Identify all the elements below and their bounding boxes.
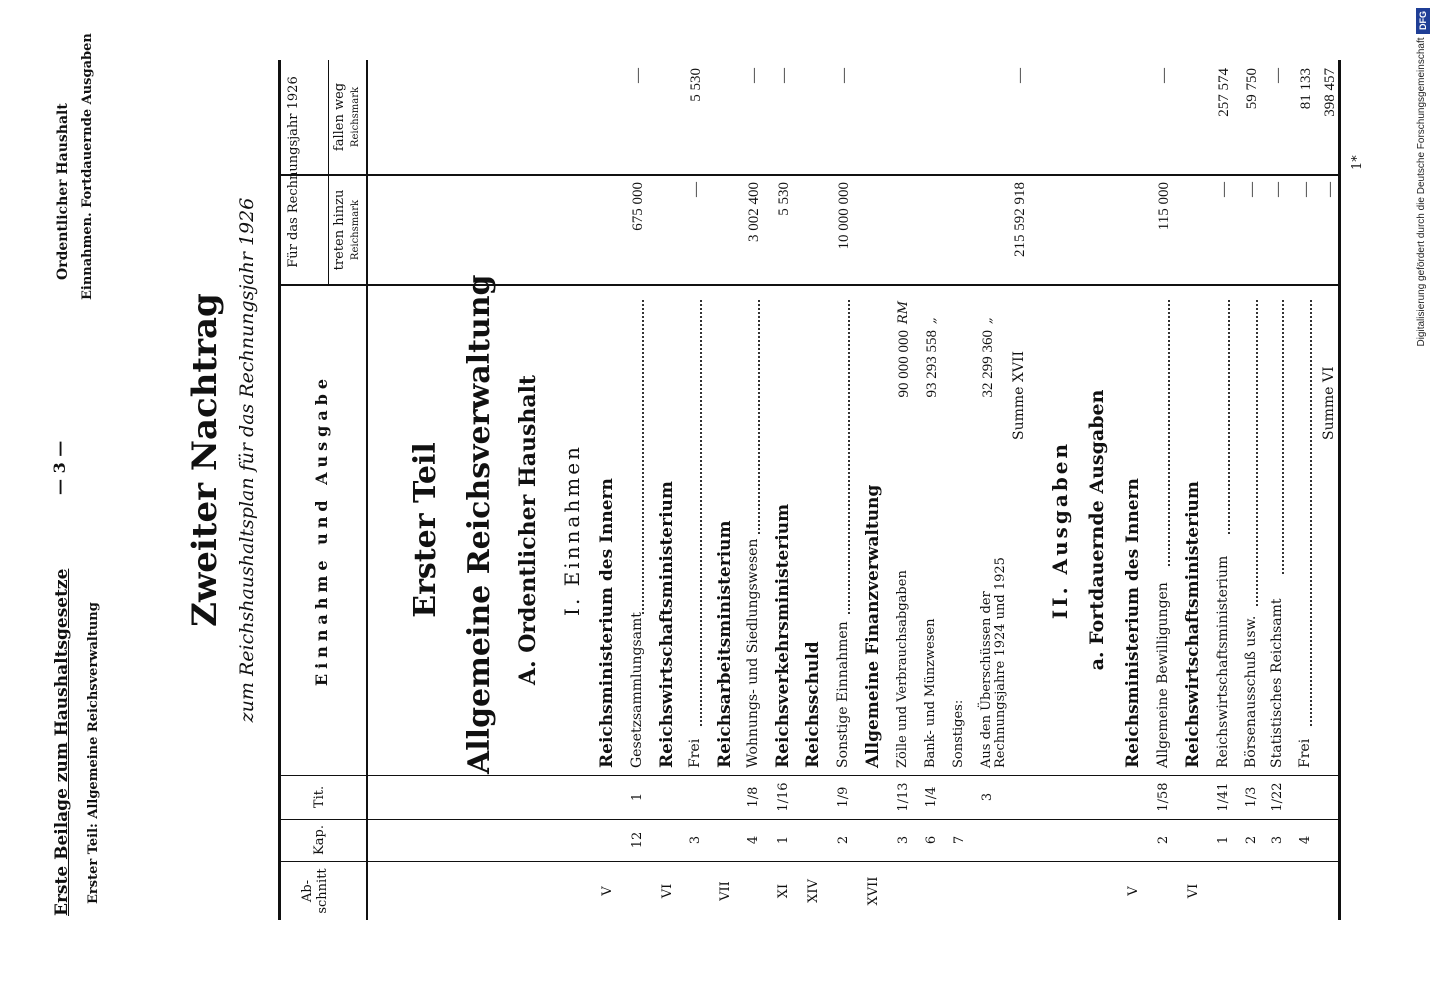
cell-treten-hinzu: — [688, 182, 704, 197]
cell-abschnitt: VII [718, 881, 733, 901]
header-abschnitt: Ab- schnitt [300, 868, 330, 914]
cell-fallen-weg: — [836, 68, 852, 83]
header-treten-hinzu: treten hinzu [332, 189, 347, 271]
cell-amount: 90 000 000 [896, 330, 912, 398]
running-header-left-2: Erster Teil: Allgemeine Reichsverwaltung [86, 602, 101, 904]
cell-fallen-weg: — [630, 68, 646, 83]
cell-tit: 1/9 [836, 786, 851, 808]
cell-treten-hinzu: 215 592 918 [1012, 182, 1028, 257]
page-number: — 3 — [50, 440, 69, 495]
document-title: Zweiter Nachtrag [185, 293, 225, 627]
cell-fallen-weg: 257 574 [1216, 68, 1232, 117]
cell-text: Reichsministerium des Innern [1123, 478, 1143, 768]
col-rule-tit [278, 775, 1340, 776]
cell-tit: 1/4 [924, 786, 939, 808]
cell-abschnitt: XI [776, 883, 791, 899]
footer-mark: 1* [1350, 155, 1365, 170]
cell-kap: 2 [1156, 835, 1171, 845]
cell-fallen-weg: 5 530 [688, 68, 704, 102]
cell-treten-hinzu: 675 000 [630, 182, 646, 231]
cell-abschnitt: VI [1186, 883, 1201, 899]
section-erster-teil: Erster Teil [408, 442, 443, 618]
header-subrule [328, 60, 329, 286]
cell-treten-hinzu: — [1270, 182, 1286, 197]
cell-text: Allgemeine Bewilligungen [1155, 582, 1171, 768]
section-ausgaben: II. Ausgaben [1048, 440, 1072, 620]
cell-tit: 1/41 [1216, 782, 1231, 812]
cell-treten-hinzu: 5 530 [776, 182, 792, 216]
header-einnahme-ausgabe: Einnahme und Ausgabe [312, 373, 331, 687]
cell-text: Reichswirtschaftsministerium [1215, 555, 1231, 768]
cell-text: Frei [1297, 738, 1313, 768]
cell-kap: 3 [1270, 835, 1285, 845]
cell-kap: 7 [952, 835, 967, 845]
section-verwaltung: Allgemeine Reichsverwaltung [462, 274, 497, 774]
cell-text: Frei [687, 738, 703, 768]
cell-text: Allgemeine Finanzverwaltung [863, 484, 883, 768]
table-top-rule [278, 60, 281, 920]
cell-amount: 32 299 360 [980, 330, 996, 398]
cell-treten-hinzu: 3 002 400 [746, 182, 762, 242]
document-subtitle: zum Reichshaushaltsplan für das Rechnungsjahr 1926 [236, 197, 258, 723]
cell-kap: 3 [896, 835, 911, 845]
cell-text: Reichsverkehrsministerium [773, 503, 793, 768]
cell-text: Reichswirtschaftsministerium [657, 481, 677, 768]
cell-treten-hinzu: 10 000 000 [836, 182, 852, 250]
table-header-rule [366, 60, 368, 920]
section-einnahmen: I. Einnahmen [560, 444, 584, 616]
leader-dots [1282, 300, 1284, 574]
cell-text: Gesetzsammlungsamt [629, 612, 645, 768]
cell-text: Wohnungs- und Siedlungswesen [745, 538, 761, 768]
leader-dots [1168, 300, 1170, 566]
cell-fallen-weg: — [1012, 68, 1028, 83]
cell-text: Zölle und Verbrauchsabgaben [895, 570, 910, 768]
col-rule-kap [278, 819, 1340, 820]
cell-text: Bank- und Münzwesen [923, 618, 938, 768]
leader-dots [700, 300, 702, 726]
cell-kap: 4 [746, 835, 761, 845]
cell-fallen-weg: — [746, 68, 762, 83]
cell-text: Sonstige Einnahmen [835, 621, 851, 768]
cell-text: Reichswirtschaftsministerium [1183, 481, 1203, 768]
cell-fallen-weg: 398 457 [1322, 68, 1338, 117]
cell-text: Börsenausschuß usw. [1243, 615, 1259, 768]
digitization-strip [1412, 0, 1434, 1000]
cell-text: Reichsschuld [803, 641, 823, 768]
leader-dots [758, 300, 760, 534]
header-kap: Kap. [312, 825, 327, 855]
running-header-right-1: Ordentlicher Haushalt [55, 103, 71, 280]
section-haushalt: A. Ordentlicher Haushalt [515, 374, 541, 686]
header-reichsmark-1: Reichsmark [350, 199, 361, 261]
cell-unit: „ [924, 317, 939, 324]
cell-treten-hinzu: — [1298, 182, 1314, 197]
cell-text: Reichsarbeitsministerium [715, 520, 735, 768]
cell-text: Sonstiges: [951, 699, 966, 768]
leader-dots [1310, 300, 1312, 726]
cell-fallen-weg: 59 750 [1244, 68, 1260, 110]
cell-treten-hinzu: — [1322, 182, 1338, 197]
cell-text: Summe XVII [1011, 350, 1027, 440]
cell-kap: 6 [924, 835, 939, 845]
digitization-note: Digitalisierung gefördert durch die Deutsche Forschungsgemeinschaft [1416, 37, 1427, 347]
cell-text: Aus den Überschüssen der Rechnungsjahre 1924 und 1925 [979, 557, 1008, 768]
cell-tit: 1/22 [1270, 782, 1285, 812]
cell-abschnitt: VI [660, 883, 675, 899]
cell-tit: 1 [630, 792, 645, 802]
cell-kap: 1 [1216, 835, 1231, 845]
dfg-logo: DFG [1416, 8, 1430, 34]
cell-treten-hinzu: — [1244, 182, 1260, 197]
cell-tit: 1/58 [1156, 782, 1171, 812]
cell-kap: 12 [630, 831, 645, 849]
leader-dots [1256, 300, 1258, 606]
cell-kap: 1 [776, 835, 791, 845]
cell-tit: 1/16 [776, 782, 791, 812]
cell-fallen-weg: — [1156, 68, 1172, 83]
cell-kap: 2 [836, 835, 851, 845]
cell-fallen-weg: 81 133 [1298, 68, 1314, 110]
cell-abschnitt: V [600, 886, 615, 896]
leader-dots [1228, 300, 1230, 534]
cell-kap: 4 [1298, 835, 1313, 845]
cell-abschnitt: V [1126, 886, 1141, 896]
cell-fallen-weg: — [1270, 68, 1286, 83]
cell-unit: RM [896, 300, 911, 324]
cell-amount: 93 293 558 [924, 330, 940, 398]
cell-text: Summe VI [1321, 366, 1337, 440]
header-fallen-weg: fallen weg [332, 82, 347, 152]
section-fortdauernde: a. Fortdauernde Ausgaben [1086, 389, 1108, 671]
running-header-right-2: Einnahmen. Fortdauernde Ausgaben [80, 33, 95, 300]
cell-treten-hinzu: — [1216, 182, 1232, 197]
header-rechnungsjahr: Für das Rechnungsjahr 1926 [286, 76, 301, 268]
cell-tit: 1/13 [896, 782, 911, 812]
cell-tit: 1/8 [746, 786, 761, 808]
col-rule-sums [278, 174, 1340, 176]
cell-treten-hinzu: 115 000 [1156, 182, 1172, 231]
cell-text: Statistisches Reichsamt [1269, 598, 1285, 768]
cell-tit: 3 [980, 792, 995, 802]
cell-fallen-weg: — [776, 68, 792, 83]
cell-kap: 3 [688, 835, 703, 845]
leader-dots [642, 300, 644, 614]
cell-abschnitt: XIV [806, 879, 821, 903]
cell-unit: „ [980, 317, 995, 324]
cell-abschnitt: XVII [866, 876, 881, 906]
header-tit: Tit. [312, 785, 327, 809]
leader-dots [848, 300, 850, 614]
col-rule-abschnitt [278, 861, 1340, 862]
header-reichsmark-2: Reichsmark [350, 86, 361, 148]
cell-text: Reichsministerium des Innern [597, 478, 617, 768]
cell-kap: 2 [1244, 835, 1259, 845]
cell-tit: 1/3 [1244, 786, 1259, 808]
running-header-left-1: Erste Beilage zum Haushaltsgesetze [52, 568, 72, 916]
